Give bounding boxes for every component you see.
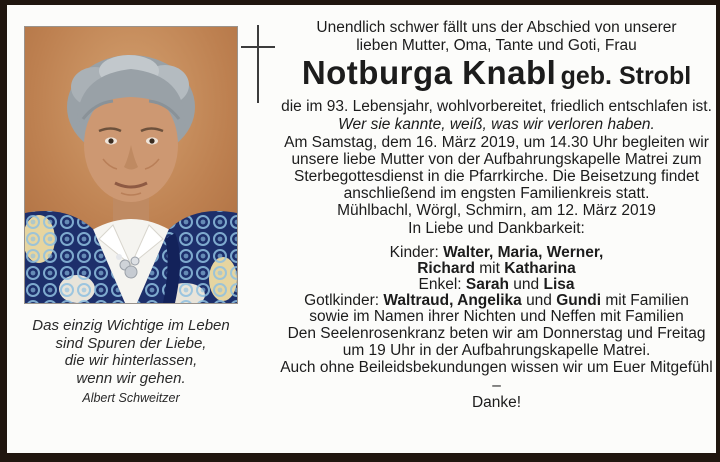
closing-text: Auch ohne Beileidsbekundungen wissen wir um Euer Mitgefühl – [280,359,713,394]
gratitude-line: In Liebe und Dankbarkeit: [408,220,585,237]
quote-line: wenn wir gehen. [76,369,186,387]
gotl-label: Gotlkinder: [304,292,380,309]
place-date-line: Mühlbachl, Wörgl, Schmirn, am 12. März 2019 [337,202,656,219]
rosary-line: um 19 Uhr in der Aufbahrungskapelle Matrei. [342,342,651,359]
cross-icon [240,23,276,105]
maiden-name: geb. Strobl [560,62,692,90]
enkel-line [280,277,713,293]
quote-line: Das einzig Wichtige im Leben [32,317,230,334]
gotl-suffix: mit Familien [605,292,689,309]
mit-label: mit [479,260,500,277]
portrait-photo [25,27,237,303]
gotlkinder-line [280,293,713,309]
quote-attribution: Albert Schweitzer [82,391,180,405]
nichten-line: sowie im Namen ihrer Nichten und Neffen mit Familien [309,308,684,325]
portrait-illustration [25,27,237,303]
funeral-line: anschließend im engsten Familienkreis statt. [343,185,650,202]
intro-line: lieben Mutter, Oma, Tante und Goti, Frau [356,37,637,54]
intro-line: Unendlich schwer fällt uns der Abschied von unserer [316,19,677,36]
quote-line: die wir hinterlassen, [64,352,198,369]
gotl-names: Waltraud, Angelika [383,292,522,309]
notice-text [280,5,713,412]
name-sarah: Sarah [465,276,509,293]
enkel-label: Enkel: [418,276,462,293]
name-lisa: Lisa [543,276,575,293]
family-list [280,245,713,325]
kinder-names: Walter, Maria, Werner, [443,244,604,261]
deceased-name: Notburga Knabl [301,54,557,91]
funeral-line: unsere liebe Mutter von der Aufbahrungskapelle Matrei zum [291,151,702,168]
memorial-quote [13,317,249,408]
kinder-label: Kinder: [389,244,439,261]
funeral-line: Sterbegottesdienst in die Pfarrkirche. Die Beisetzung findet [294,168,699,185]
rosary-line: Den Seelenrosenkranz beten wir am Donnerstag und Freitag [287,325,706,342]
und-label: und [526,292,552,309]
card-inner [7,5,716,453]
und-label: und [513,276,540,293]
funeral-line: Am Samstag, dem 16. März 2019, um 14.30 Uhr begleiten wir [284,134,709,151]
name-gundi: Gundi [556,292,602,309]
name-katharina: Katharina [504,260,576,277]
deceased-name-row [280,55,713,98]
death-line: die im 93. Lebensjahr, wohlvorbereitet, friedlich entschlafen ist. [281,98,712,115]
funeral-details [280,134,713,202]
rosary-notice [280,325,713,359]
epitaph-line: Wer sie kannte, weiß, was wir verloren haben. [338,116,655,133]
closing-line [280,359,713,412]
quote-line: sind Spuren der Liebe, [55,334,207,352]
kinder-line [280,245,713,261]
name-richard: Richard [417,260,475,277]
closing-danke: Danke! [471,394,522,411]
kinder-line-2 [280,261,713,277]
